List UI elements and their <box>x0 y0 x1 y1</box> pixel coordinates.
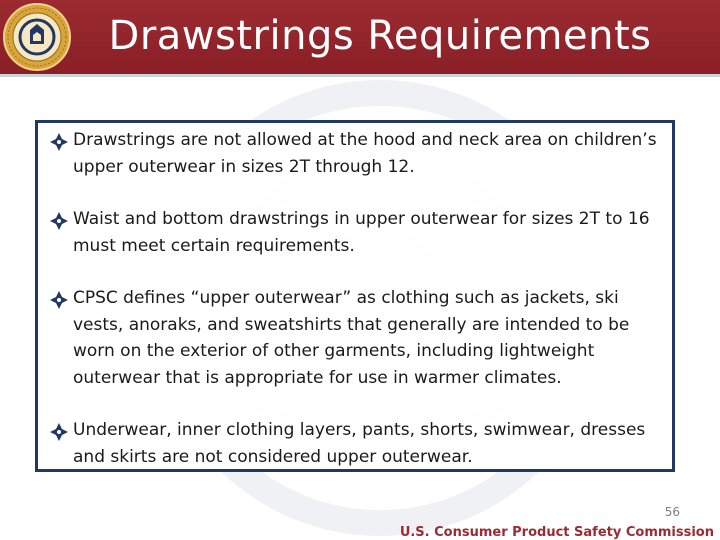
bullet-text: Waist and bottom drawstrings in upper outerwear for sizes 2T to 16 must meet certain requirements. <box>73 209 650 256</box>
diamond-bullet-icon <box>48 289 70 311</box>
cpsc-seal-logo <box>2 2 72 72</box>
bullet-item <box>48 285 660 391</box>
diamond-bullet-icon <box>48 421 70 443</box>
bullet-item <box>48 127 660 180</box>
page-title: Drawstrings Requirements <box>108 13 652 59</box>
organization-name: U.S. Consumer Product Safety Commission <box>399 525 714 540</box>
header-divider <box>0 74 720 77</box>
slide-number: 56 <box>664 505 680 519</box>
title-bar <box>0 0 720 74</box>
bullet-item <box>48 206 660 259</box>
bullet-text: Underwear, inner clothing layers, pants, shorts, swimwear, dresses and skirts are not considered upper outerwear. <box>73 420 646 467</box>
bullet-list-box <box>35 120 675 472</box>
bullet-text: CPSC defines “upper outerwear” as clothing such as jackets, ski vests, anoraks, and sweatshirts that generally are intended to be worn on the exterior of other garments, including lightweight outerwear that is appropriate for use in warmer climates. <box>73 288 630 388</box>
bullet-item <box>48 417 660 470</box>
diamond-bullet-icon <box>48 131 70 153</box>
bullet-text: Drawstrings are not allowed at the hood and neck area on children’s upper outerwear in sizes 2T through 12. <box>73 130 657 177</box>
diamond-bullet-icon <box>48 210 70 232</box>
